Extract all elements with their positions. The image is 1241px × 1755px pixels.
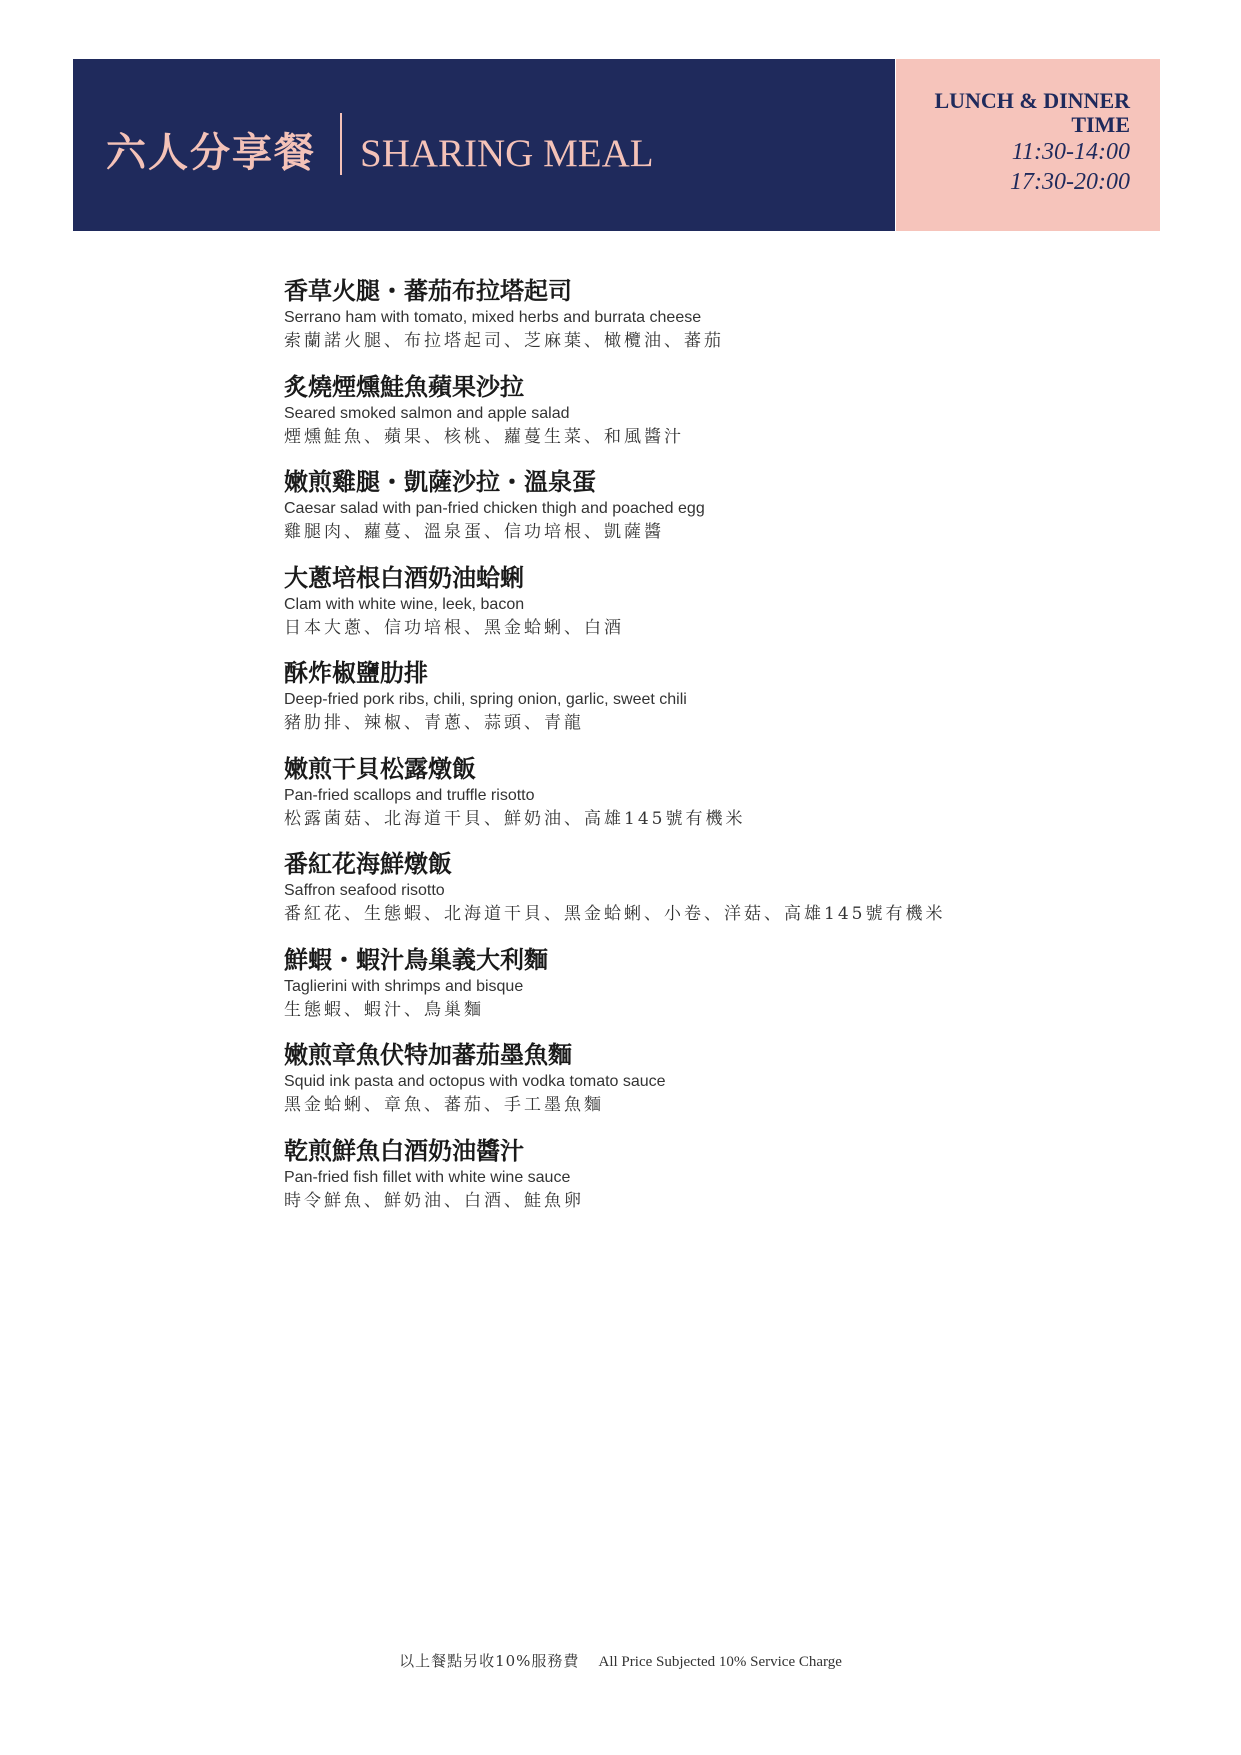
service-time-box [896, 59, 1160, 231]
dish-name-en: Clam with white wine, leek, bacon [284, 595, 525, 613]
dish-ingredients: 黑金蛤蜊、章魚、蕃茄、手工墨魚麵 [284, 1095, 604, 1115]
page-title-en: SHARING MEAL [360, 132, 654, 175]
dish-ingredients: 番紅花、生態蝦、北海道干貝、黑金蛤蜊、小卷、洋菇、高雄145號有機米 [284, 904, 946, 924]
dish-name-en: Seared smoked salmon and apple salad [284, 404, 570, 422]
dish-name-zh: 香草火腿・蕃茄布拉塔起司 [284, 276, 572, 305]
dish-name-zh: 嫩煎章魚伏特加蕃茄墨魚麵 [284, 1040, 572, 1069]
menu-item [284, 1038, 1144, 1134]
header-banner [73, 59, 895, 231]
dish-name-en: Serrano ham with tomato, mixed herbs and burrata cheese [284, 309, 702, 326]
dish-name-en: Pan-fried fish fillet with white wine sauce [284, 1168, 571, 1186]
dish-ingredients: 時令鮮魚、鮮奶油、白酒、鮭魚卵 [284, 1190, 584, 1211]
page-title-zh: 六人分享餐 [106, 129, 316, 176]
menu-item [284, 1134, 1144, 1230]
dish-ingredients: 生態蝦、蝦汁、鳥巢麵 [284, 999, 484, 1020]
dish-ingredients: 日本大蔥、信功培根、黑金蛤蜊、白酒 [284, 617, 624, 638]
dish-name-zh: 乾煎鮮魚白酒奶油醬汁 [284, 1135, 524, 1165]
time-label-line1: LUNCH & DINNER [934, 88, 1130, 113]
menu-item [284, 465, 1144, 561]
menu-item [284, 561, 1144, 657]
dish-name-en: Deep-fried pork ribs, chili, spring onion, garlic, sweet chili [284, 691, 687, 708]
dish-ingredients: 豬肋排、辣椒、青蔥、蒜頭、青龍 [284, 713, 584, 733]
lunch-time: 11:30-14:00 [1011, 139, 1130, 165]
time-label-line2: TIME [1071, 112, 1130, 137]
dinner-time: 17:30-20:00 [1010, 169, 1130, 195]
dish-name-zh: 酥炸椒鹽肋排 [284, 658, 428, 687]
dish-name-zh: 炙燒煙燻鮭魚蘋果沙拉 [284, 371, 524, 401]
dish-name-en: Pan-fried scallops and truffle risotto [284, 786, 535, 804]
dish-name-zh: 鮮蝦・蝦汁鳥巢義大利麵 [284, 944, 548, 974]
service-charge-en: All Price Subjected 10% Service Charge [598, 1654, 842, 1670]
dish-ingredients: 索蘭諾火腿、布拉塔起司、芝麻葉、橄欖油、蕃茄 [284, 331, 724, 351]
time-label [896, 89, 1130, 137]
dish-name-en: Caesar salad with pan-fried chicken thigh and poached egg [284, 500, 705, 517]
dish-ingredients: 松露菌菇、北海道干貝、鮮奶油、高雄145號有機米 [284, 808, 746, 829]
menu-item [284, 656, 1144, 752]
dish-ingredients: 煙燻鮭魚、蘋果、核桃、蘿蔓生菜、和風醬汁 [284, 426, 684, 447]
menu-list [284, 274, 1144, 1229]
dish-ingredients: 雞腿肉、蘿蔓、溫泉蛋、信功培根、凱薩醬 [284, 522, 664, 542]
menu-item [284, 847, 1144, 943]
service-charge-zh: 以上餐點另收10%服務費 [399, 1652, 580, 1670]
dish-name-zh: 大蔥培根白酒奶油蛤蜊 [284, 562, 524, 592]
menu-item [284, 370, 1144, 466]
service-charge-note [0, 1650, 1241, 1671]
dish-name-zh: 嫩煎雞腿・凱薩沙拉・溫泉蛋 [284, 467, 596, 496]
menu-item [284, 752, 1144, 848]
dish-name-zh: 番紅花海鮮燉飯 [284, 849, 452, 878]
dish-name-en: Squid ink pasta and octopus with vodka tomato sauce [284, 1073, 666, 1090]
menu-item [284, 274, 1144, 370]
menu-item [284, 943, 1144, 1039]
dish-name-en: Saffron seafood risotto [284, 882, 445, 899]
dish-name-en: Taglierini with shrimps and bisque [284, 977, 524, 995]
title-divider [340, 113, 342, 175]
dish-name-zh: 嫩煎干貝松露燉飯 [284, 753, 476, 783]
